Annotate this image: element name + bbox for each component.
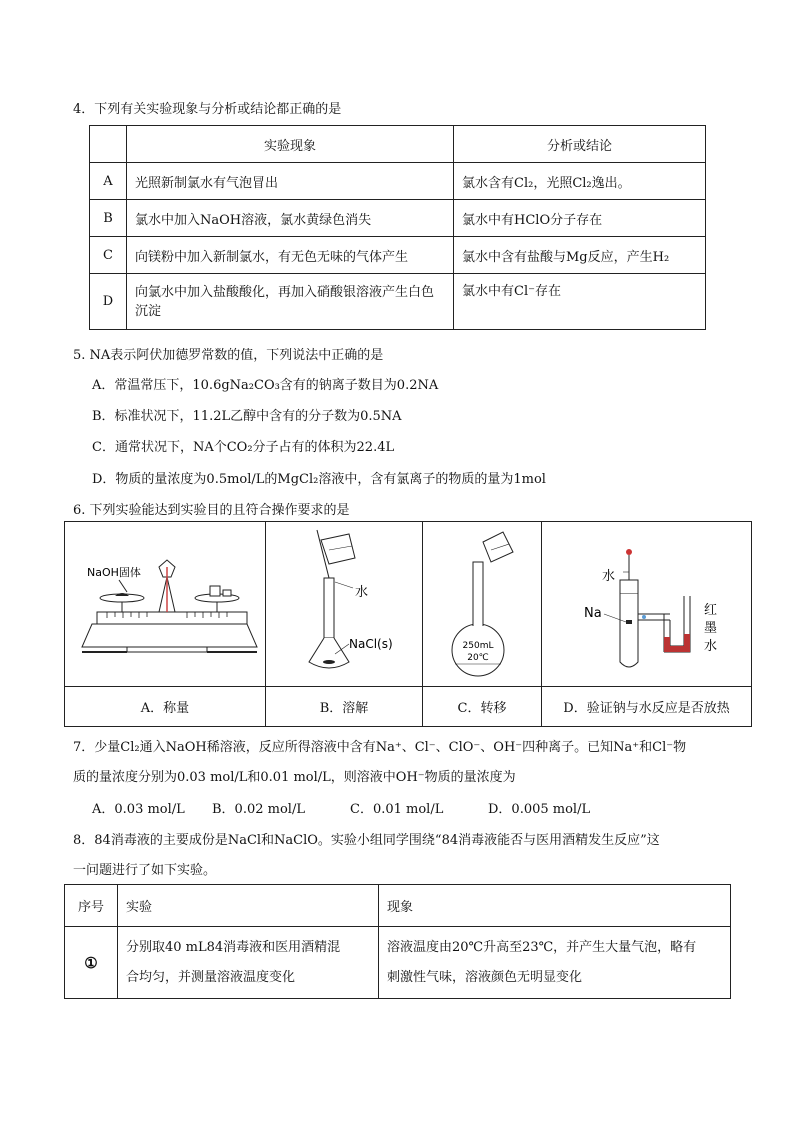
row-label: B [90, 200, 127, 237]
q8-header-id: 序号 [65, 885, 118, 927]
row-experiment-line1: 分别取40 mL84消毒液和医用酒精混 [126, 939, 341, 955]
row-phenomenon: 氯水中加入NaOH溶液，氯水黄绿色消失 [127, 200, 454, 237]
table-row [90, 274, 706, 330]
table-row [90, 237, 706, 274]
figure-balance [65, 522, 266, 687]
c-temp-label: 20℃ [467, 653, 489, 663]
caption-b: B．溶解 [266, 687, 423, 727]
row-phenomenon: 光照新制氯水有气泡冒出 [127, 163, 454, 200]
row-phenomenon: 向镁粉中加入新制氯水，有无色无味的气体产生 [127, 237, 454, 274]
q5-option-a: A．常温常压下，10.6gNa₂CO₃含有的钠离子数目为0.2NA [92, 378, 439, 393]
b-nacl-label: NaCl(s) [349, 637, 393, 651]
q7-option-b: B．0.02 mol/L [212, 802, 305, 817]
row-phenomenon: 向氯水中加入盐酸酸化，再加入硝酸银溶液产生白色沉淀 [127, 274, 454, 330]
q4-stem: 4．下列有关实验现象与分析或结论都正确的是 [73, 102, 342, 117]
q5-option-b: B．标准状况下，11.2L乙醇中含有的分子数为0.5NA [92, 409, 402, 424]
q4-header-conclusion: 分析或结论 [454, 126, 706, 163]
row-conclusion: 氯水中有HClO分子存在 [454, 200, 706, 237]
caption-c: C．转移 [423, 687, 542, 727]
row-label: D [90, 274, 127, 330]
d-na-label: Na [583, 606, 602, 621]
q7-option-a: A．0.03 mol/L [92, 802, 185, 817]
d-ink-label-3: 水 [703, 639, 717, 654]
q7-option-c: C．0.01 mol/L [350, 802, 444, 817]
row-experiment-line2: 合均匀，并测量溶液温度变化 [126, 969, 296, 985]
q8-stem-line1: 8．84消毒液的主要成份是NaCl和NaClO。实验小组同学围绕“84消毒液能否与医用酒精发生反应”这 [73, 833, 660, 848]
transfer-diagram [425, 522, 539, 682]
figure-transfer [423, 522, 542, 687]
caption-a: A．称量 [65, 687, 266, 727]
volumetric-flask-diagram [269, 522, 419, 682]
b-water-label: 水 [355, 585, 369, 600]
row-phenomenon-line1: 溶液温度由20℃升高至23℃，并产生大量气泡，略有 [387, 939, 697, 955]
row-phenomenon-line2: 刺激性气味，溶液颜色无明显变化 [387, 969, 583, 985]
d-ink-label-1: 红 [703, 603, 717, 618]
row-label: A [90, 163, 127, 200]
q7-stem-line1: 7．少量Cl₂通入NaOH稀溶液，反应所得溶液中含有Na⁺、Cl⁻、ClO⁻、OH⁻四种离子。已知Na⁺和Cl⁻物 [73, 740, 687, 755]
q4-header-blank [90, 126, 127, 163]
q8-stem-line2: 一问题进行了如下实验。 [73, 863, 217, 878]
figure-dissolve [266, 522, 423, 687]
q4-header-phenomenon: 实验现象 [127, 126, 454, 163]
sodium-water-diagram [544, 522, 750, 682]
q5-stem: 5. NA表示阿伏加德罗常数的值，下列说法中正确的是 [73, 348, 384, 363]
q7-stem-line2: 质的量浓度分别为0.03 mol/L和0.01 mol/L，则溶液中OH⁻物质的量浓度为 [73, 770, 516, 785]
naoh-label: NaOH固体 [87, 566, 141, 579]
q6-stem: 6. 下列实验能达到实验目的且符合操作要求的是 [73, 503, 350, 518]
table-row [90, 200, 706, 237]
c-volume-label: 250mL [462, 641, 494, 651]
q8-table [64, 884, 731, 999]
q5-option-d: D．物质的量浓度为0.5mol/L的MgCl₂溶液中，含有氯离子的物质的量为1mol [92, 472, 546, 487]
row-label: C [90, 237, 127, 274]
q4-table [89, 125, 706, 330]
table-row [65, 927, 731, 999]
caption-d: D．验证钠与水反应是否放热 [542, 687, 752, 727]
figure-reaction [542, 522, 752, 687]
row-conclusion: 氯水中含有盐酸与Mg反应，产生H₂ [454, 237, 706, 274]
q5-option-c: C．通常状况下，NA个CO₂分子占有的体积为22.4L [92, 440, 395, 455]
d-water-label: 水 [601, 569, 615, 584]
row-phenomenon [379, 927, 731, 999]
q6-table [64, 521, 752, 727]
balance-diagram [67, 522, 263, 682]
row-conclusion: 氯水中有Cl⁻存在 [454, 274, 706, 330]
d-ink-label-2: 墨 [703, 621, 717, 636]
row-id: ① [65, 927, 118, 999]
row-experiment [118, 927, 379, 999]
table-row [90, 163, 706, 200]
q7-option-d: D．0.005 mol/L [488, 802, 591, 817]
row-conclusion: 氯水含有Cl₂，光照Cl₂逸出。 [454, 163, 706, 200]
q8-header-experiment: 实验 [118, 885, 379, 927]
q8-header-phenomenon: 现象 [379, 885, 731, 927]
